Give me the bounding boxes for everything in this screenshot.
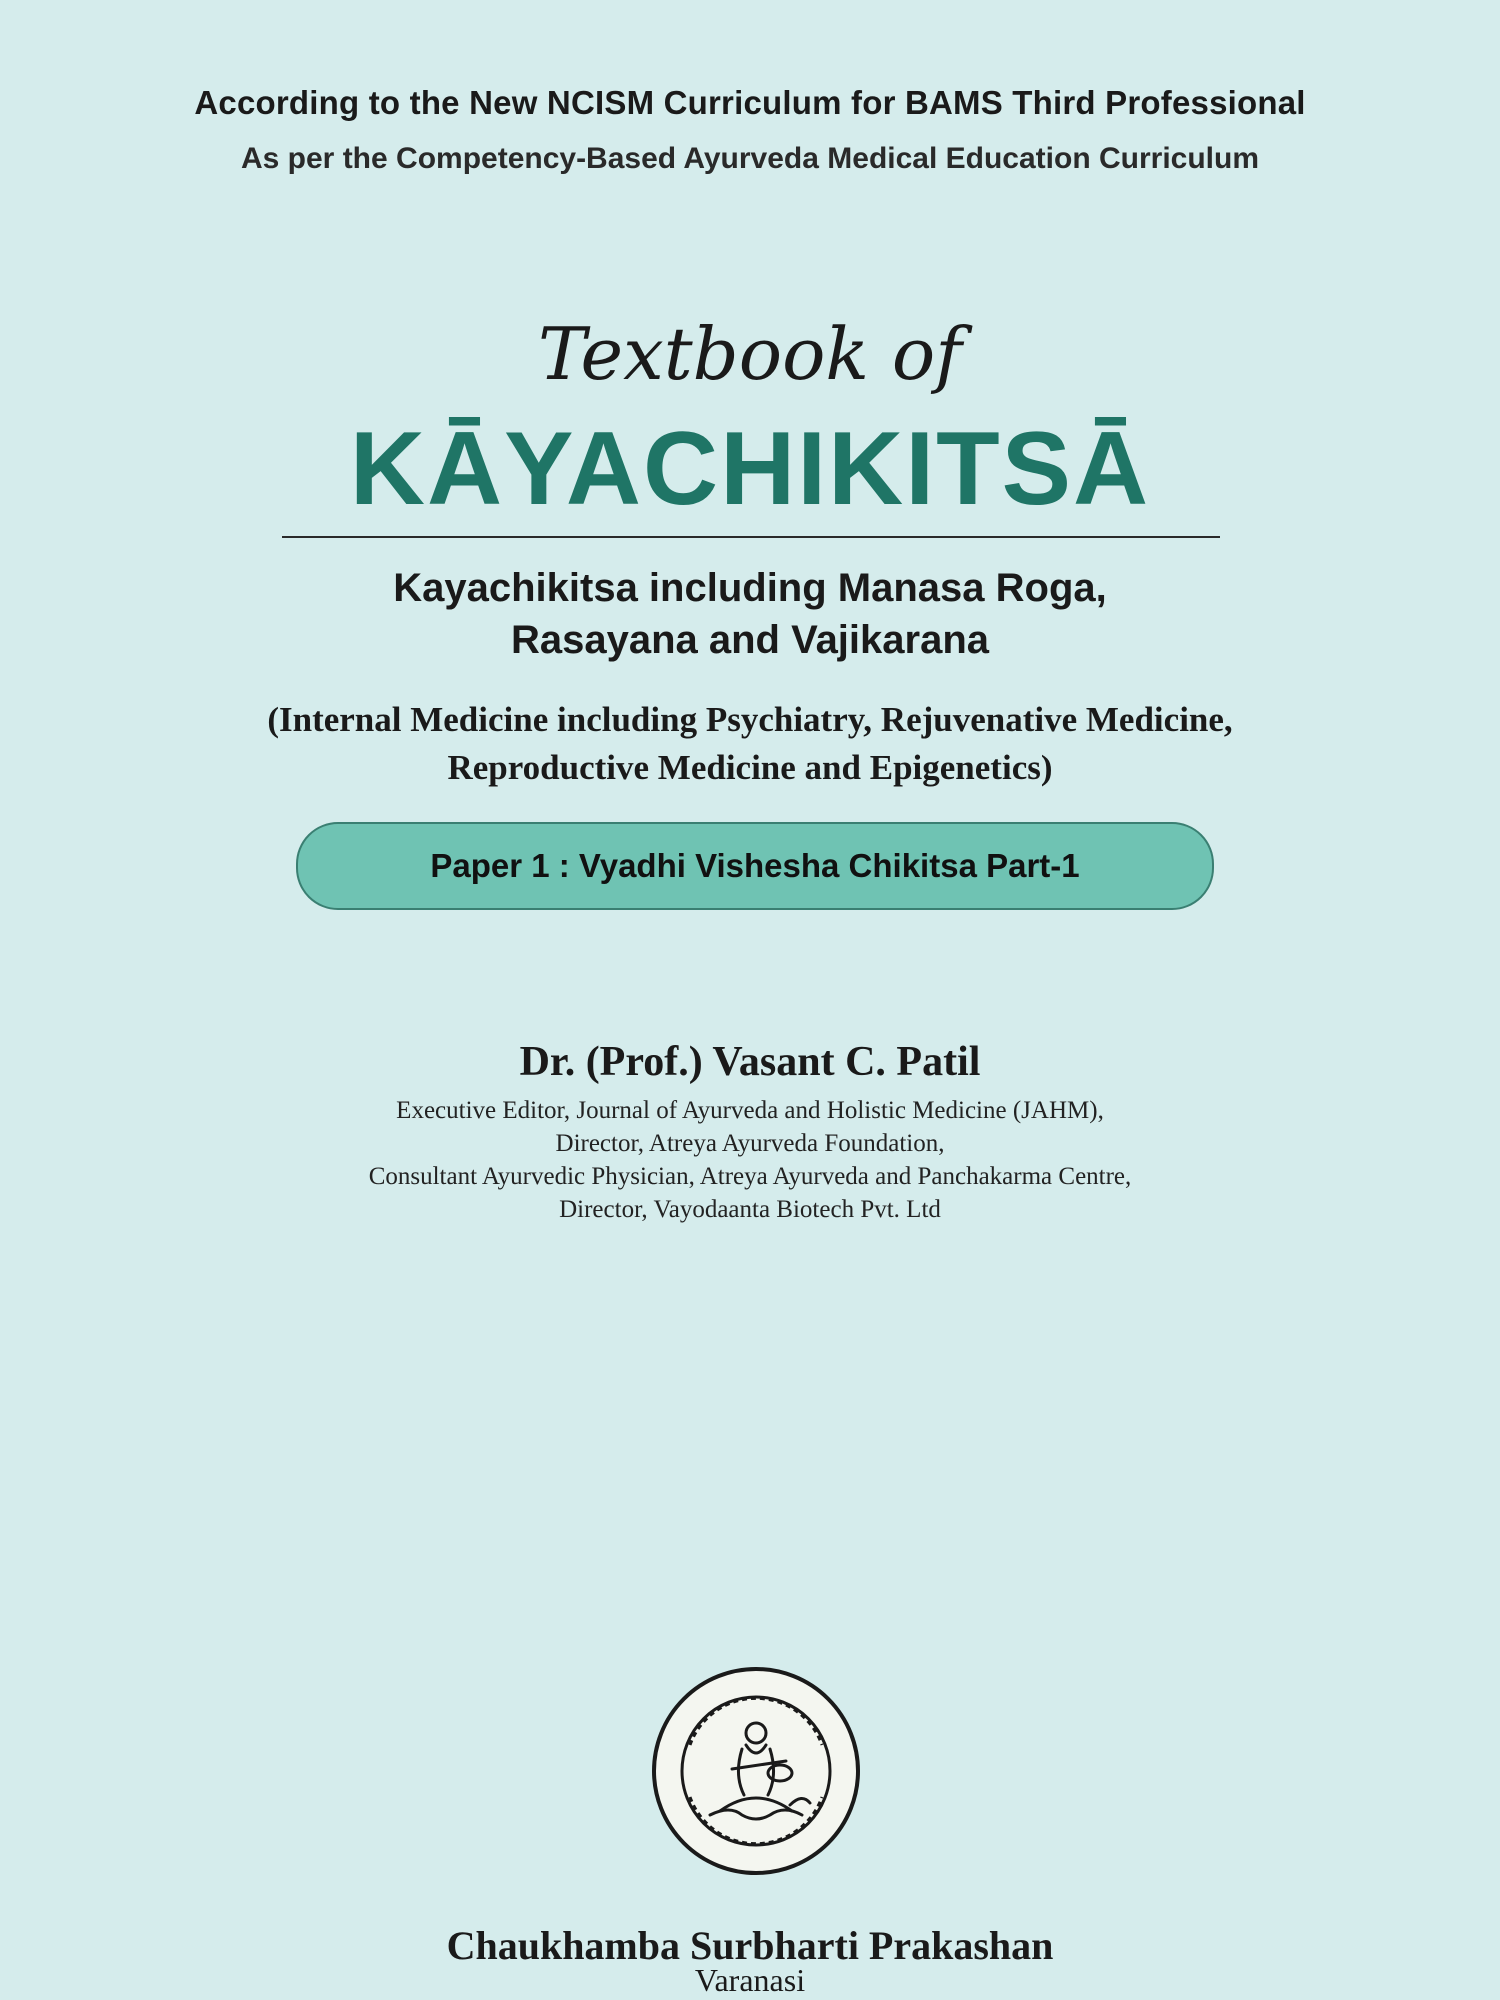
curriculum-note-ncism: According to the New NCISM Curriculum for BAMS Third Professional xyxy=(194,84,1306,121)
english-subtitle-line-1: (Internal Medicine including Psychiatry, Rejuvenative Medicine, xyxy=(267,700,1233,739)
affiliation-line: Executive Editor, Journal of Ayurveda and Holistic Medicine (JAHM), xyxy=(396,1097,1104,1124)
title-divider xyxy=(282,536,1220,538)
publisher-seal-icon xyxy=(650,1665,862,1877)
book-subtitle xyxy=(0,562,1500,666)
book-title: KĀYACHIKITSĀ xyxy=(349,411,1151,527)
publisher-name: Chaukhamba Surbharti Prakashan xyxy=(446,1923,1054,1968)
author-affiliations xyxy=(0,1094,1500,1226)
english-subtitle xyxy=(0,696,1500,792)
title-prefix: Textbook of xyxy=(538,312,962,396)
english-subtitle-line-2: Reproductive Medicine and Epigenetics) xyxy=(447,748,1053,787)
affiliation-line: Director, Vayodaanta Biotech Pvt. Ltd xyxy=(559,1196,941,1223)
subtitle-line-1: Kayachikitsa including Manasa Roga, xyxy=(393,566,1107,610)
author-name: Dr. (Prof.) Vasant C. Patil xyxy=(519,1039,981,1085)
publisher-city: Varanasi xyxy=(694,1962,806,1998)
affiliation-line: Consultant Ayurvedic Physician, Atreya Ayurveda and Panchakarma Centre, xyxy=(368,1163,1132,1190)
subtitle-line-2: Rasayana and Vajikarana xyxy=(510,618,990,662)
paper-badge: Paper 1 : Vyadhi Vishesha Chikitsa Part-1 xyxy=(296,822,1214,910)
affiliation-line: Director, Atreya Ayurveda Foundation, xyxy=(555,1130,945,1157)
curriculum-note-cbame: As per the Competency-Based Ayurveda Medical Education Curriculum xyxy=(240,142,1260,175)
